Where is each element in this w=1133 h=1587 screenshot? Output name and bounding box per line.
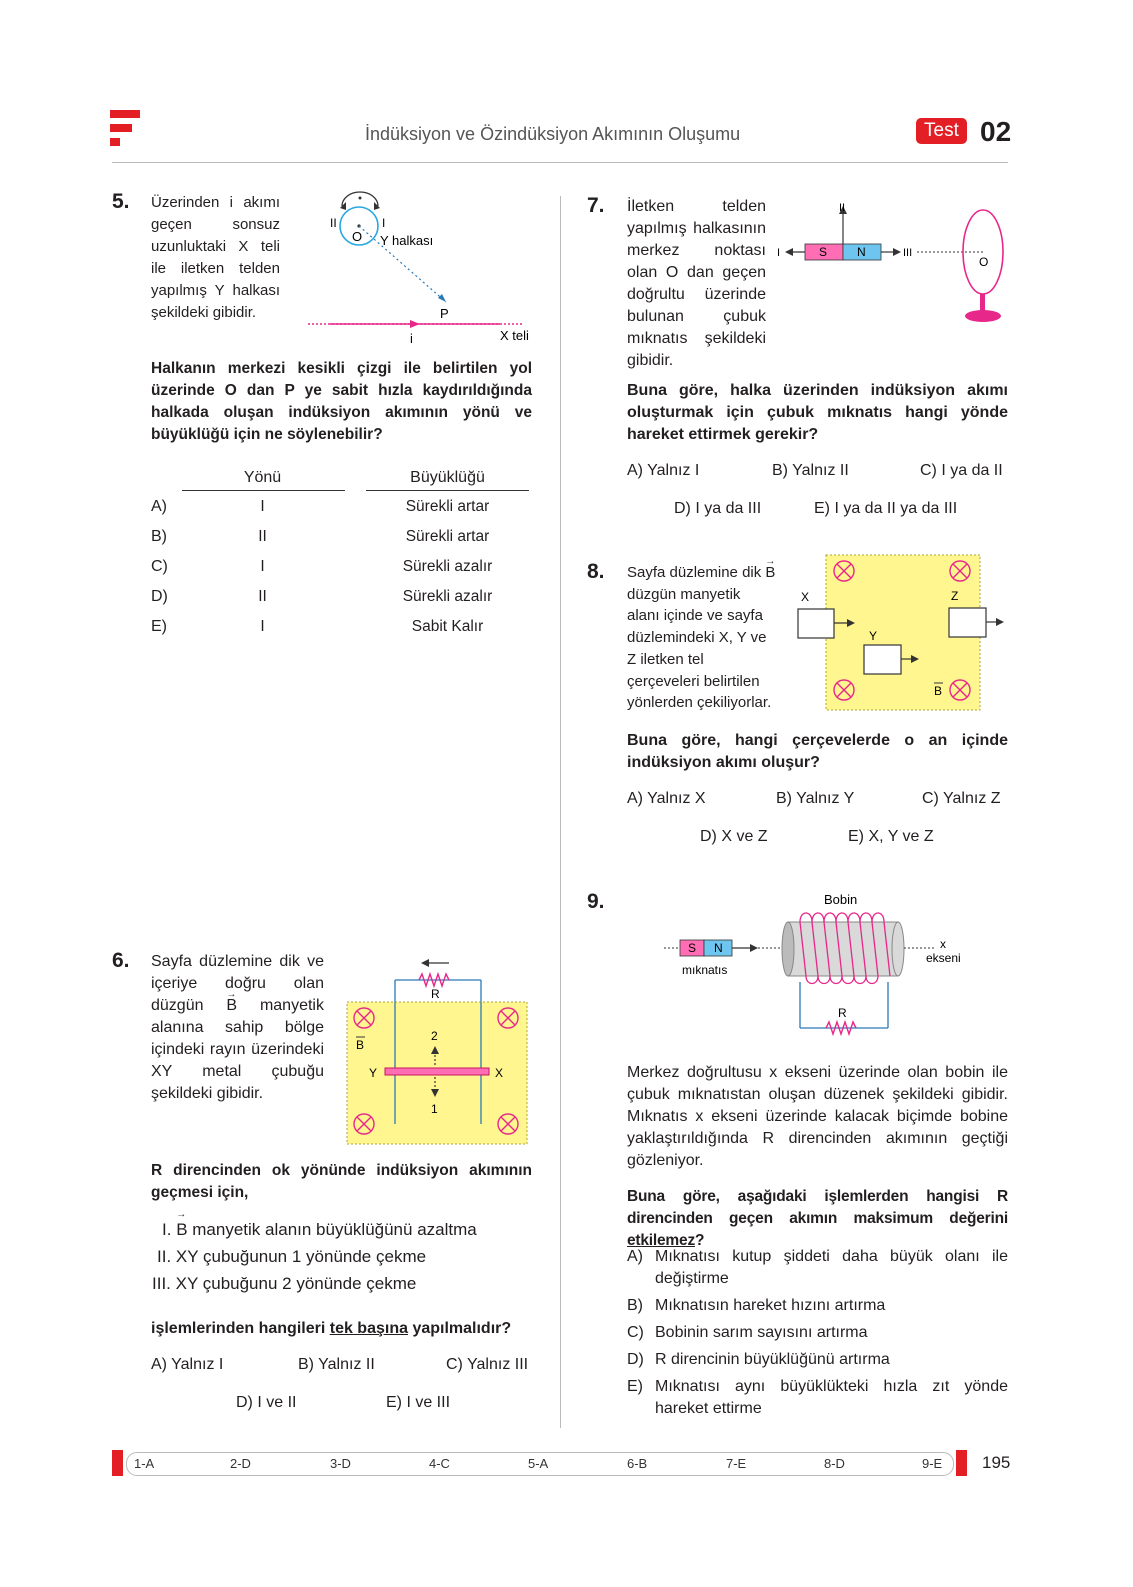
- q8-option-a[interactable]: A) Yalnız X: [627, 790, 706, 807]
- svg-text:X: X: [495, 1066, 504, 1080]
- svg-text:Z: Z: [951, 589, 959, 603]
- q9-option-e[interactable]: E) Mıknatısı aynı büyüklükteki hızla zıt yönde hareket ettirme: [627, 1378, 1008, 1417]
- svg-text:S: S: [688, 941, 697, 955]
- answer-bar-right-mark: [956, 1450, 967, 1476]
- svg-text:Y halkası: Y halkası: [380, 233, 434, 248]
- svg-text:N: N: [714, 941, 723, 955]
- test-number: 02: [980, 116, 1012, 147]
- page-number: 195: [982, 1453, 1011, 1472]
- q5-col2-rule: [366, 490, 529, 491]
- q6-option-c[interactable]: C) Yalnız III: [446, 1356, 529, 1373]
- svg-text:i: i: [410, 331, 413, 346]
- q9-option-a[interactable]: A) Mıknatısı kutup şiddeti daha büyük olanı ile değiştirme: [627, 1248, 1008, 1287]
- q6-item-1: I. → B manyetik alanın büyüklüğünü azaltma: [162, 1220, 477, 1240]
- svg-text:S: S: [819, 245, 828, 259]
- q7-option-b[interactable]: B) Yalnız II: [772, 462, 849, 479]
- svg-text:X teli: X teli: [500, 328, 529, 343]
- q6-ask: işlemlerinden hangileri tek başına yapılmalıdır?: [151, 1320, 512, 1337]
- svg-text:ekseni: ekseni: [926, 951, 961, 965]
- q6-option-d[interactable]: D) I ve II: [236, 1394, 297, 1411]
- q9-figure: [660, 890, 980, 1040]
- svg-text:N: N: [857, 245, 866, 259]
- svg-text:I: I: [382, 216, 386, 230]
- q9-number: 9.: [587, 890, 605, 913]
- q8-option-d[interactable]: D) X ve Z: [700, 828, 768, 845]
- q5-question: Halkanın merkezi kesikli çizgi ile belirtilen yol üzerinde O dan P ye sabit hızla kaydırıldığında halkada oluşan indüksiyon akımının yönü ve büyüklüğü için ne söylenebilir?: [151, 360, 532, 443]
- svg-text:II: II: [330, 216, 337, 230]
- answer-1: 1-A: [134, 1456, 155, 1471]
- q6-option-e[interactable]: E) I ve III: [386, 1394, 451, 1411]
- test-badge: Test: [916, 118, 967, 144]
- q6-number: 6.: [112, 949, 130, 972]
- q7-option-d[interactable]: D) I ya da III: [674, 500, 762, 517]
- answer-6: 6-B: [627, 1456, 648, 1471]
- answer-3: 3-D: [330, 1456, 351, 1471]
- svg-text:R: R: [838, 1006, 847, 1020]
- q8-intro: Sayfa düzlemine dik → B düzgün manyetik alanı içinde ve sayfa düzlemindeki X, Y ve Z iletken tel çerçeveleri belirtilen yönlerden çekiliyorlar.: [627, 562, 777, 714]
- answer-9: 9-E: [922, 1456, 943, 1471]
- q7-option-a[interactable]: A) Yalnız I: [627, 462, 700, 479]
- q6-figure: [345, 958, 531, 1148]
- q7-intro: İletken telden yapılmış halkasının merkez noktası olan O dan geçen doğrultu üzerinde bulunan çubuk mıknatıs şekildeki gibidir.: [627, 198, 766, 369]
- svg-text:Bobin: Bobin: [824, 892, 858, 907]
- page-title: İndüksiyon ve Özindüksiyon Akımının Oluşumu: [365, 124, 741, 144]
- q8-question: Buna göre, hangi çerçevelerde o an içinde indüksiyon akımı oluşur?: [627, 732, 1008, 771]
- q7-number: 7.: [587, 194, 605, 217]
- svg-text:P: P: [440, 306, 449, 321]
- q6-question: R direncinden ok yönünde indüksiyon akımının geçmesi için,: [151, 1162, 532, 1201]
- q7-figure: [775, 196, 1015, 331]
- svg-text:R: R: [431, 987, 440, 1001]
- q8-figure: [795, 553, 1010, 713]
- svg-text:2: 2: [431, 1029, 438, 1043]
- q5-intro: Üzerinden i akımı geçen sonsuz uzunluktaki X teli ile iletken telden yapılmış Y halkası şekildeki gibidir.: [151, 194, 280, 321]
- publisher-logo: [110, 110, 144, 152]
- answer-5: 5-A: [528, 1456, 549, 1471]
- answer-2: 2-D: [230, 1456, 251, 1471]
- answer-7: 7-E: [726, 1456, 747, 1471]
- q8-number: 8.: [587, 560, 605, 583]
- q9-question: Buna göre, aşağıdaki işlemlerden hangisi R direncinden geçen akımın maksimum değerini etkilemez?: [627, 1188, 1008, 1249]
- q5-figure: [300, 190, 540, 350]
- svg-text:Y: Y: [369, 1066, 378, 1080]
- q7-option-c[interactable]: C) I ya da II: [920, 462, 1003, 479]
- svg-text:mıknatıs: mıknatıs: [682, 963, 728, 977]
- q9-option-c[interactable]: C) Bobinin sarım sayısını artırma: [627, 1324, 868, 1341]
- svg-text:X: X: [801, 590, 810, 604]
- q6-option-b[interactable]: B) Yalnız II: [298, 1356, 375, 1373]
- q6-item-2: II. XY çubuğunun 1 yönünde çekme: [157, 1247, 427, 1266]
- q5-col-buyuklugu: Büyüklüğü: [410, 469, 485, 486]
- svg-text:II: II: [839, 202, 846, 214]
- q6-item-3: III. XY çubuğunu 2 yönünde çekme: [152, 1274, 417, 1293]
- q8-option-c[interactable]: C) Yalnız Z: [922, 790, 1001, 807]
- svg-text:1: 1: [431, 1102, 438, 1116]
- q8-option-e[interactable]: E) X, Y ve Z: [848, 828, 934, 845]
- q7-option-e[interactable]: E) I ya da II ya da III: [814, 500, 958, 517]
- column-divider: [560, 196, 561, 1428]
- q5-col1-rule: [182, 490, 345, 491]
- q9-intro: Merkez doğrultusu x ekseni üzerinde olan bobin ile çubuk mıknatıstan oluşan düzenek şekildeki gibidir. Mıknatıs x ekseni üzerinde kalacak biçimde bobine yaklaştırıldığında R direncinden akımının geçtiği gözleniyor.: [627, 1064, 1008, 1169]
- svg-text:Y: Y: [869, 629, 878, 643]
- q5-number: 5.: [112, 190, 130, 213]
- q6-intro: Sayfa düzlemine dik ve içeriye doğru olan düzgün → B manyetik alanına sahip bölge içindeki rayın üzerindeki XY metal çubuğu şekildeki gibidir.: [151, 951, 324, 1105]
- svg-text:B: B: [356, 1038, 365, 1052]
- q6-option-a[interactable]: A) Yalnız I: [151, 1356, 224, 1373]
- answer-8: 8-D: [824, 1456, 845, 1471]
- q9-option-d[interactable]: D) R direncinin büyüklüğünü artırma: [627, 1351, 890, 1368]
- q7-question: Buna göre, halka üzerinden indüksiyon akımı oluşturmak için çubuk mıknatıs hangi yönde hareket ettirmek gerekir?: [627, 382, 1008, 443]
- svg-text:I: I: [777, 247, 781, 259]
- svg-text:O: O: [352, 229, 363, 244]
- svg-text:x: x: [940, 937, 946, 951]
- answer-4: 4-C: [429, 1456, 450, 1471]
- svg-text:O: O: [979, 255, 989, 269]
- svg-text:B: B: [934, 684, 943, 698]
- svg-text:III: III: [903, 247, 913, 259]
- answer-bar-left-mark: [112, 1450, 123, 1476]
- header-divider: [112, 162, 1008, 163]
- q9-option-b[interactable]: B) Mıknatısın hareket hızını artırma: [627, 1297, 886, 1314]
- q8-option-b[interactable]: B) Yalnız Y: [776, 790, 855, 807]
- q5-col-yonu: Yönü: [243, 469, 282, 486]
